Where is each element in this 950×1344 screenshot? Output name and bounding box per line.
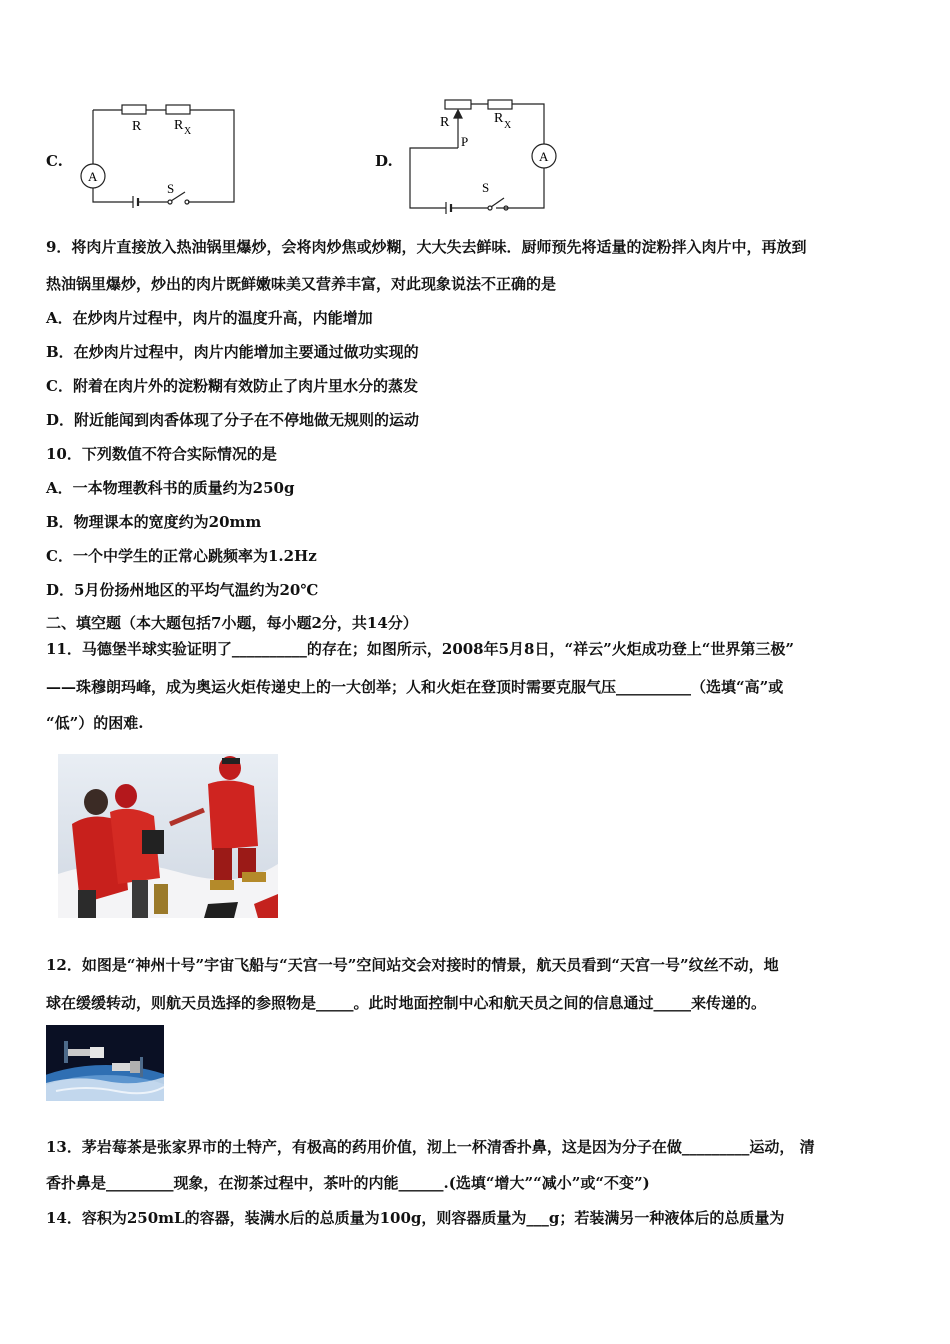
q10-option-a: A．一本物理教科书的质量约为250g bbox=[46, 479, 295, 497]
circuit-c-diagram bbox=[70, 98, 250, 216]
option-d-label: D. bbox=[375, 152, 393, 170]
q10-stem: 10．下列数值不符合实际情况的是 bbox=[46, 445, 277, 463]
q11-line-2: ——珠穆朗玛峰，成为奥运火炬传递史上的一大创举；人和火炬在登顶时需要克服气压__________（选填“高”或 bbox=[46, 678, 784, 696]
resistor-rx-subscript: X bbox=[184, 126, 192, 137]
q9-stem-line-2: 热油锅里爆炒，炒出的肉片既鲜嫩味美又营养丰富，对此现象说法不正确的是 bbox=[46, 275, 557, 293]
q9-stem-line-1: 9．将肉片直接放入热油锅里爆炒，会将肉炒焦或炒糊，大大失去鲜味．厨师预先将适量的淀粉拌入肉片中，再放到 bbox=[46, 238, 807, 256]
switch-label: S bbox=[482, 180, 490, 195]
option-c-label: C. bbox=[46, 152, 63, 170]
q9-option-b: B．在炒肉片过程中，肉片内能增加主要通过做功实现的 bbox=[46, 343, 419, 361]
switch-label: S bbox=[167, 181, 175, 196]
ammeter-icon: A bbox=[539, 149, 549, 164]
rheostat-r-label: R bbox=[440, 115, 450, 130]
q12-line-1: 12．如图是“神州十号”宇宙飞船与“天宫一号”空间站交会对接时的情景，航天员看到“天宫一号”纹丝不动，地 bbox=[46, 956, 779, 974]
slider-p-label: P bbox=[461, 134, 469, 149]
q13-line-1: 13．茅岩莓茶是张家界市的土特产，有极高的药用价值，沏上一杯清香扑鼻，这是因为分子在做_________运动， 清 bbox=[46, 1138, 815, 1156]
q10-option-b: B．物理课本的宽度约为20mm bbox=[46, 513, 262, 531]
resistor-r-label: R bbox=[132, 119, 142, 134]
section-heading: 二、填空题（本大题包括7小题，每小题2分，共14分） bbox=[46, 614, 418, 632]
everest-torch-photo bbox=[58, 754, 278, 918]
q12-line-2: 球在缓缓转动，则航天员选择的参照物是_____。此时地面控制中心和航天员之间的信息通过_____来传递的。 bbox=[46, 994, 767, 1012]
circuit-d-diagram bbox=[400, 92, 570, 216]
q11-line-1: 11．马德堡半球实验证明了__________的存在；如图所示，2008年5月8日，“祥云”火炬成功登上“世界第三极” bbox=[46, 640, 795, 658]
resistor-rx-label: R bbox=[174, 118, 184, 133]
resistor-rx-label: R bbox=[494, 111, 504, 126]
resistor-rx-subscript: X bbox=[504, 120, 512, 131]
q9-option-c: C．附着在肉片外的淀粉糊有效防止了肉片里水分的蒸发 bbox=[46, 377, 418, 395]
q13-line-2: 香扑鼻是_________现象，在沏茶过程中，茶叶的内能______.(选填“增大”“减小”或“不变”) bbox=[46, 1174, 650, 1192]
spacecraft-docking-photo bbox=[46, 1025, 164, 1101]
q9-option-d: D．附近能闻到肉香体现了分子在不停地做无规则的运动 bbox=[46, 411, 420, 429]
q11-line-3: “低”）的困难. bbox=[46, 714, 144, 732]
q10-option-d: D．5月份扬州地区的平均气温约为20℃ bbox=[46, 581, 319, 599]
q14-line-1: 14．容积为250mL的容器，装满水后的总质量为100g，则容器质量为___g；若装满另一种液体后的总质量为 bbox=[46, 1209, 785, 1227]
q9-option-a: A．在炒肉片过程中，肉片的温度升高，内能增加 bbox=[46, 309, 373, 327]
ammeter-icon: A bbox=[88, 169, 98, 184]
q10-option-c: C．一个中学生的正常心跳频率为1.2Hz bbox=[46, 547, 317, 565]
